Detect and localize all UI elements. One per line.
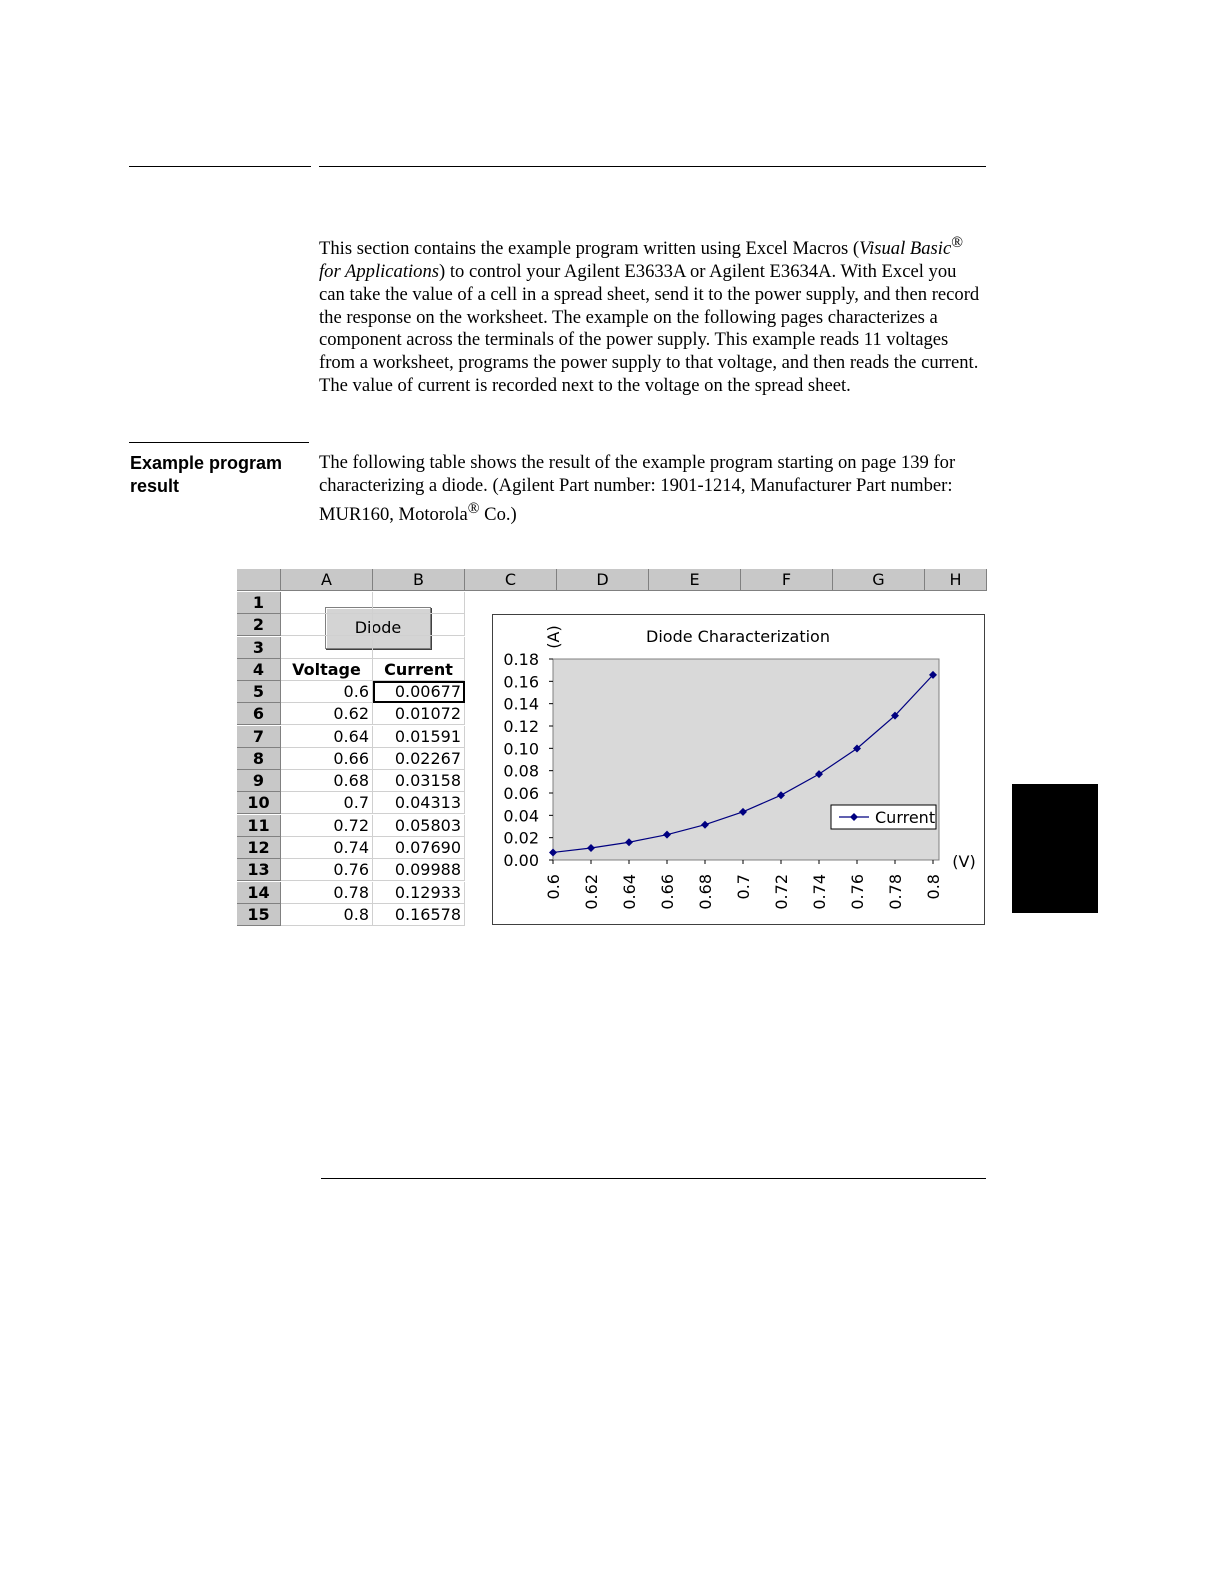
x-tick-label: 0.64 bbox=[620, 874, 639, 910]
row-header-3[interactable]: 3 bbox=[237, 637, 281, 659]
column-header-g[interactable]: G bbox=[833, 569, 925, 591]
row-header-10[interactable]: 10 bbox=[237, 792, 281, 814]
row-header-5[interactable]: 5 bbox=[237, 681, 281, 703]
voltage-header[interactable]: Voltage bbox=[281, 659, 373, 681]
column-header-f[interactable]: F bbox=[741, 569, 833, 591]
current-cell[interactable]: 0.05803 bbox=[373, 815, 465, 837]
top-rule-right bbox=[319, 166, 986, 167]
column-header-c[interactable]: C bbox=[465, 569, 557, 591]
section-text-2: Co.) bbox=[479, 503, 517, 525]
y-tick-label: 0.18 bbox=[503, 650, 539, 669]
plot-area bbox=[553, 659, 939, 860]
y-tick-label: 0.16 bbox=[503, 672, 539, 692]
chart-title: Diode Characterization bbox=[646, 627, 830, 646]
current-cell[interactable]: 0.04313 bbox=[373, 792, 465, 814]
current-cell[interactable]: 0.09988 bbox=[373, 859, 465, 881]
current-cell[interactable]: 0.16578 bbox=[373, 904, 465, 926]
row-header-7[interactable]: 7 bbox=[237, 726, 281, 748]
cell-b2[interactable] bbox=[373, 614, 465, 636]
intro-text-2: ) to control your Agilent E3633A or Agilent E3634A. With Excel you can take the value of a cell in a spread sheet, send it to the power supply, and then record the response on the worksheet. The example on the following pages characterizes a component across the terminals of the power supply. This example reads 11 voltages from a worksheet, programs the power supply to that voltage, and then reads the current. The value of current is recorded next to the voltage on the spread sheet. bbox=[319, 260, 980, 396]
voltage-cell[interactable]: 0.8 bbox=[281, 904, 373, 926]
x-tick-label: 0.7 bbox=[734, 874, 753, 900]
cell-a1[interactable] bbox=[281, 592, 373, 614]
row-header-2[interactable]: 2 bbox=[237, 614, 281, 636]
voltage-cell[interactable]: 0.64 bbox=[281, 726, 373, 748]
cell-a2[interactable] bbox=[281, 614, 373, 636]
cell-b3[interactable] bbox=[373, 637, 465, 659]
row-header-9[interactable]: 9 bbox=[237, 770, 281, 792]
column-header-h[interactable]: H bbox=[925, 569, 987, 591]
current-cell[interactable]: 0.03158 bbox=[373, 770, 465, 792]
current-cell[interactable]: 0.00677 bbox=[373, 681, 465, 703]
y-tick-label: 0.02 bbox=[503, 828, 539, 848]
spreadsheet bbox=[237, 569, 987, 926]
x-tick-label: 0.66 bbox=[658, 874, 677, 910]
x-tick-label: 0.72 bbox=[772, 874, 791, 910]
intro-paragraph bbox=[319, 232, 986, 398]
current-cell[interactable]: 0.01072 bbox=[373, 703, 465, 725]
x-tick-label: 0.62 bbox=[582, 874, 601, 910]
column-header-a[interactable]: A bbox=[281, 569, 373, 591]
row-header-12[interactable]: 12 bbox=[237, 837, 281, 859]
row-header-13[interactable]: 13 bbox=[237, 859, 281, 881]
current-header[interactable]: Current bbox=[373, 659, 465, 681]
current-cell[interactable]: 0.07690 bbox=[373, 837, 465, 859]
y-tick-label: 0.10 bbox=[503, 739, 539, 759]
voltage-cell[interactable]: 0.62 bbox=[281, 703, 373, 725]
y-tick-label: 0.08 bbox=[503, 761, 539, 781]
registered-mark-2: ® bbox=[467, 499, 480, 517]
column-header-d[interactable]: D bbox=[557, 569, 649, 591]
column-header-e[interactable]: E bbox=[649, 569, 741, 591]
x-tick-label: 0.76 bbox=[848, 874, 867, 910]
row-header-15[interactable]: 15 bbox=[237, 904, 281, 926]
current-cell[interactable]: 0.01591 bbox=[373, 726, 465, 748]
corner-cell[interactable] bbox=[237, 569, 281, 591]
voltage-cell[interactable]: 0.74 bbox=[281, 837, 373, 859]
current-cell[interactable]: 0.12933 bbox=[373, 882, 465, 904]
current-cell[interactable]: 0.02267 bbox=[373, 748, 465, 770]
row-header-4[interactable]: 4 bbox=[237, 659, 281, 681]
voltage-cell[interactable]: 0.72 bbox=[281, 815, 373, 837]
voltage-cell[interactable]: 0.68 bbox=[281, 770, 373, 792]
y-tick-label: 0.00 bbox=[503, 851, 539, 870]
voltage-cell[interactable]: 0.78 bbox=[281, 882, 373, 904]
bottom-rule bbox=[321, 1178, 986, 1179]
chart-svg bbox=[493, 615, 984, 924]
cell-a3[interactable] bbox=[281, 637, 373, 659]
row-header-11[interactable]: 11 bbox=[237, 815, 281, 837]
y-axis-label: (A) bbox=[544, 625, 563, 649]
voltage-cell[interactable]: 0.7 bbox=[281, 792, 373, 814]
row-header-14[interactable]: 14 bbox=[237, 882, 281, 904]
diode-button[interactable]: Diode bbox=[325, 607, 431, 649]
section-rule bbox=[129, 442, 309, 443]
y-tick-label: 0.12 bbox=[503, 717, 539, 736]
voltage-cell[interactable]: 0.66 bbox=[281, 748, 373, 770]
registered-mark: ® bbox=[951, 234, 963, 251]
legend-label: Current bbox=[875, 808, 936, 827]
row-header-1[interactable]: 1 bbox=[237, 592, 281, 614]
x-tick-label: 0.8 bbox=[924, 874, 943, 900]
chapter-tab bbox=[1012, 784, 1098, 913]
intro-italic-2: for Applications bbox=[319, 260, 440, 282]
row-header-6[interactable]: 6 bbox=[237, 703, 281, 725]
voltage-cell[interactable]: 0.76 bbox=[281, 859, 373, 881]
diode-chart bbox=[492, 614, 985, 925]
x-tick-label: 0.68 bbox=[696, 874, 715, 910]
x-axis-label: (V) bbox=[952, 852, 976, 871]
section-text-1: The following table shows the result of the example program starting on page 139 for characterizing a diode. (Agilent Part number: 1901-1214, Manufacturer Part number: MUR160, Motorola bbox=[319, 452, 956, 525]
intro-text-1: This section contains the example program written using Excel Macros ( bbox=[319, 238, 860, 260]
y-tick-label: 0.14 bbox=[503, 694, 539, 714]
y-tick-label: 0.06 bbox=[503, 784, 539, 803]
top-rule-left bbox=[129, 166, 311, 167]
y-tick-label: 0.04 bbox=[503, 806, 539, 826]
section-heading: Example program result bbox=[130, 453, 283, 496]
section-paragraph bbox=[319, 452, 986, 527]
x-tick-label: 0.6 bbox=[544, 874, 563, 900]
column-header-b[interactable]: B bbox=[373, 569, 465, 591]
row-header-8[interactable]: 8 bbox=[237, 748, 281, 770]
cell-b1[interactable] bbox=[373, 592, 465, 614]
intro-italic-1: Visual Basic bbox=[859, 238, 952, 260]
x-tick-label: 0.78 bbox=[886, 874, 905, 910]
voltage-cell[interactable]: 0.6 bbox=[281, 681, 373, 703]
x-tick-label: 0.74 bbox=[810, 874, 829, 910]
